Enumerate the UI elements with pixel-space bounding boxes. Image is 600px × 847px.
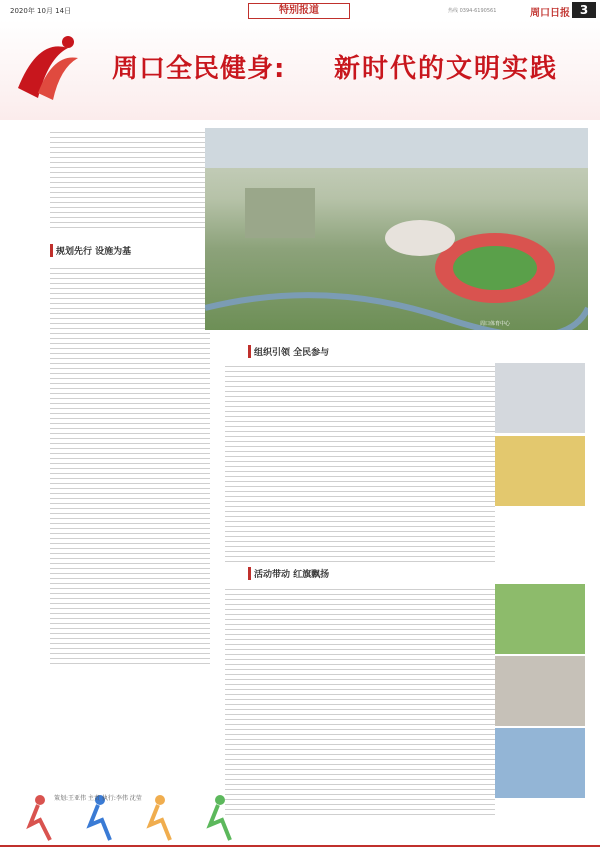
page-number: 3 — [572, 2, 596, 18]
photo-marathon — [495, 584, 585, 654]
section-title-2 — [248, 345, 368, 359]
hotline: 热线 0394-6190561 — [448, 8, 497, 14]
city-aerial-photo — [205, 128, 588, 330]
section-title-3 — [248, 567, 368, 581]
section-title-1 — [50, 244, 170, 258]
column-2-text — [225, 362, 495, 562]
section-3-label: 活动带动 红旗飘扬 — [248, 567, 368, 580]
photo-caption: 周口体育中心 — [480, 321, 511, 327]
column-3-text — [225, 585, 495, 815]
editor-credit: 策划:王亚伟 主责 执行:李伟 沈莹 — [54, 795, 142, 802]
paper-name: 周口日报 — [530, 8, 570, 19]
photo-ceremony — [495, 728, 585, 798]
column-1-text — [50, 264, 210, 664]
stadium-illustration-icon — [205, 128, 588, 330]
runner-logo-icon — [8, 28, 88, 108]
section-1-label: 规划先行 设施为基 — [50, 244, 170, 257]
photo-dancers — [495, 363, 585, 433]
photo-crowd-event — [495, 656, 585, 726]
photo-group-exercise — [495, 436, 585, 506]
issue-date: 2020年 10月 14日 — [10, 7, 72, 15]
headline-sub: 新时代的文明实践 — [334, 54, 559, 84]
section-banner: 特别报道 — [248, 3, 350, 19]
headline-main: 周口全民健身: — [112, 54, 286, 84]
section-2-label: 组织引领 全民参与 — [248, 345, 368, 358]
